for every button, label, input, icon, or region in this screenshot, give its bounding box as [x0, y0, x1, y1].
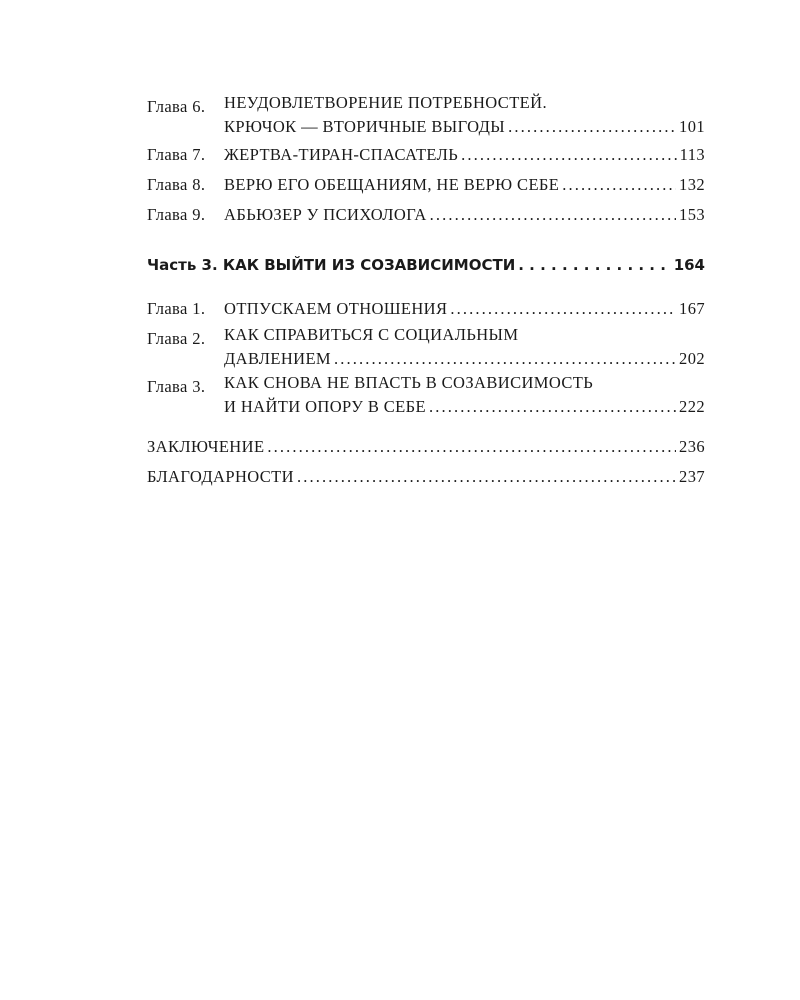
- dot-leader: [450, 294, 676, 324]
- toc-entry-chapter-6[interactable]: [147, 92, 705, 140]
- chapter-title-line: КАК СПРАВИТЬСЯ С СОЦИАЛЬНЫМ: [224, 325, 519, 344]
- page-number: 236: [679, 437, 705, 456]
- page-number: 101: [679, 117, 705, 136]
- chapter-title-line: ЖЕРТВА-ТИРАН-СПАСАТЕЛЬ: [224, 145, 459, 164]
- page-number: 113: [679, 145, 705, 164]
- dot-leader: [508, 113, 676, 140]
- dot-leader: [518, 250, 670, 280]
- dot-leader: [267, 432, 676, 462]
- chapter-label: Глава 6.: [147, 97, 206, 116]
- chapter-label: Глава 8.: [147, 175, 206, 194]
- toc-entry-p3-chapter-2[interactable]: [147, 324, 705, 372]
- dot-leader: [297, 462, 676, 492]
- dot-leader: [461, 140, 677, 170]
- page-number: 237: [679, 467, 705, 486]
- page-number: 164: [673, 256, 705, 274]
- chapter-title-line: КАК СНОВА НЕ ВПАСТЬ В СОЗАВИСИМОСТЬ: [224, 373, 594, 392]
- spacer: [147, 420, 705, 432]
- table-of-contents: [147, 92, 705, 492]
- toc-entry-p3-chapter-3[interactable]: [147, 372, 705, 420]
- chapter-title-line: ОТПУСКАЕМ ОТНОШЕНИЯ: [224, 299, 448, 318]
- page-number: 222: [679, 397, 705, 416]
- chapter-label: Глава 1.: [147, 299, 206, 318]
- toc-entry-chapter-8[interactable]: [147, 170, 705, 200]
- page-number: 153: [679, 205, 705, 224]
- toc-entry-acknowledgements[interactable]: [147, 462, 705, 492]
- chapter-label: Глава 3.: [147, 377, 206, 396]
- toc-entry-p3-chapter-1[interactable]: [147, 294, 705, 324]
- chapter-title-line: ДАВЛЕНИЕМ: [224, 349, 331, 368]
- page-number: 167: [679, 299, 705, 318]
- chapter-label: Глава 2.: [147, 329, 206, 348]
- dot-leader: [334, 345, 676, 372]
- part-title: Часть 3. КАК ВЫЙТИ ИЗ СОЗАВИСИМОСТИ: [147, 256, 516, 274]
- dot-leader: [429, 393, 676, 420]
- chapter-title-line: КРЮЧОК — ВТОРИЧНЫЕ ВЫГОДЫ: [224, 117, 506, 136]
- section-title: БЛАГОДАРНОСТИ: [147, 467, 294, 486]
- toc-entry-chapter-9[interactable]: [147, 200, 705, 230]
- chapter-title-line: НЕУДОВЛЕТВОРЕНИЕ ПОТРЕБНОСТЕЙ.: [224, 93, 547, 112]
- section-title: ЗАКЛЮЧЕНИЕ: [147, 437, 265, 456]
- dot-leader: [430, 200, 676, 230]
- page-number: 202: [679, 349, 705, 368]
- chapter-label: Глава 9.: [147, 205, 206, 224]
- dot-leader: [562, 170, 676, 200]
- chapter-title-line: И НАЙТИ ОПОРУ В СЕБЕ: [224, 397, 426, 416]
- chapter-title-line: ВЕРЮ ЕГО ОБЕЩАНИЯМ, НЕ ВЕРЮ СЕБЕ: [224, 175, 560, 194]
- page-number: 132: [679, 175, 705, 194]
- toc-entry-conclusion[interactable]: [147, 432, 705, 462]
- toc-entry-part-3[interactable]: [147, 250, 705, 280]
- chapter-label: Глава 7.: [147, 145, 206, 164]
- toc-entry-chapter-7[interactable]: [147, 140, 705, 170]
- chapter-title-line: АБЬЮЗЕР У ПСИХОЛОГА: [224, 205, 427, 224]
